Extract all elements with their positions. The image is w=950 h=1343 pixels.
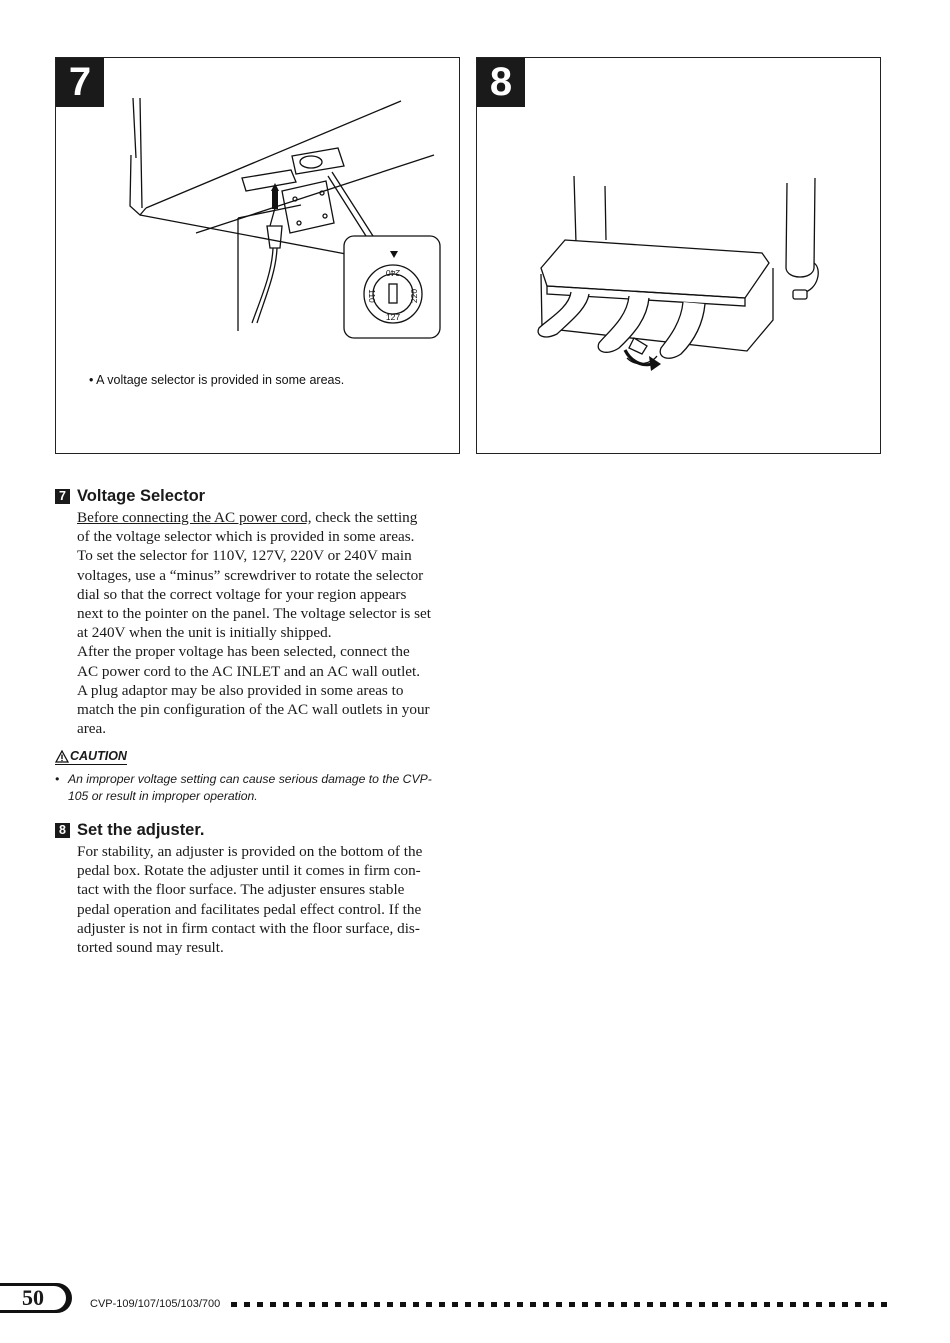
pedal-adjuster-illustration (477, 58, 882, 455)
voltage-selector-body (77, 508, 457, 738)
figure-note: • A voltage selector is provided in some areas. (89, 373, 345, 387)
footer-dotted-rule (231, 1301, 891, 1309)
body-line-text: check the setting (311, 509, 418, 526)
body-line: of the voltage selector which is provided in some areas. (77, 528, 415, 546)
section-number: 7 (55, 489, 70, 504)
caution-bullet: • (55, 772, 60, 786)
body-line: After the proper voltage has been selected, connect the (77, 643, 410, 661)
body-line: area. (77, 720, 107, 738)
caution-text (55, 771, 460, 805)
page-number: 50 (22, 1285, 44, 1310)
figure-number: 7 (56, 58, 104, 107)
section-title: Voltage Selector (77, 487, 206, 505)
body-line: A plug adaptor may be also provided in some areas to (77, 681, 404, 699)
figure-number: 8 (477, 58, 525, 107)
body-line: pedal operation and facilitates pedal effect control. If the (77, 900, 422, 918)
body-line: pedal box. Rotate the adjuster until it comes in firm con- (77, 862, 421, 880)
body-line: match the pin configuration of the AC wall outlets in your (77, 701, 430, 719)
section-heading-set-adjuster (55, 821, 204, 840)
body-line: To set the selector for 110V, 127V, 220V or 240V main (77, 547, 412, 565)
underlined-lead: Before connecting the AC power cord, (77, 509, 312, 526)
body-line: tact with the floor surface. The adjuster ensures stable (77, 881, 405, 899)
caution-title: CAUTION (70, 749, 127, 763)
body-line: dial so that the correct voltage for your region appears (77, 585, 407, 603)
caution-line: An improper voltage setting can cause serious damage to the CVP- (68, 772, 432, 786)
section-heading-voltage-selector (55, 487, 205, 506)
caution-heading (55, 749, 127, 765)
model-label: CVP-109/107/105/103/700 (90, 1298, 221, 1310)
section-number: 8 (55, 823, 70, 838)
body-line: at 240V when the unit is initially shipped. (77, 624, 332, 642)
body-line: voltages, use a “minus” screwdriver to rotate the selector (77, 566, 424, 584)
caution-line: 105 or result in improper operation. (68, 789, 258, 803)
figure-8-panel (476, 57, 881, 454)
body-line: adjuster is not in firm contact with the floor surface, dis- (77, 919, 420, 937)
body-line: AC power cord to the AC INLET and an AC wall outlet. (77, 662, 421, 680)
set-adjuster-body (77, 842, 457, 957)
body-line: next to the pointer on the panel. The voltage selector is set (77, 605, 431, 623)
body-line (77, 508, 457, 527)
figure-7-panel (55, 57, 460, 454)
section-title: Set the adjuster. (77, 821, 205, 839)
warning-triangle-icon (55, 750, 69, 763)
dial-label-110: 110 (367, 289, 377, 303)
dial-label-240: 240 (385, 268, 401, 278)
dial-label-220: 220 (409, 288, 419, 304)
body-line: For stability, an adjuster is provided on the bottom of the (77, 843, 423, 860)
dial-label-127: 127 (385, 312, 401, 322)
voltage-selector-illustration (56, 58, 461, 455)
body-line: torted sound may result. (77, 939, 224, 957)
